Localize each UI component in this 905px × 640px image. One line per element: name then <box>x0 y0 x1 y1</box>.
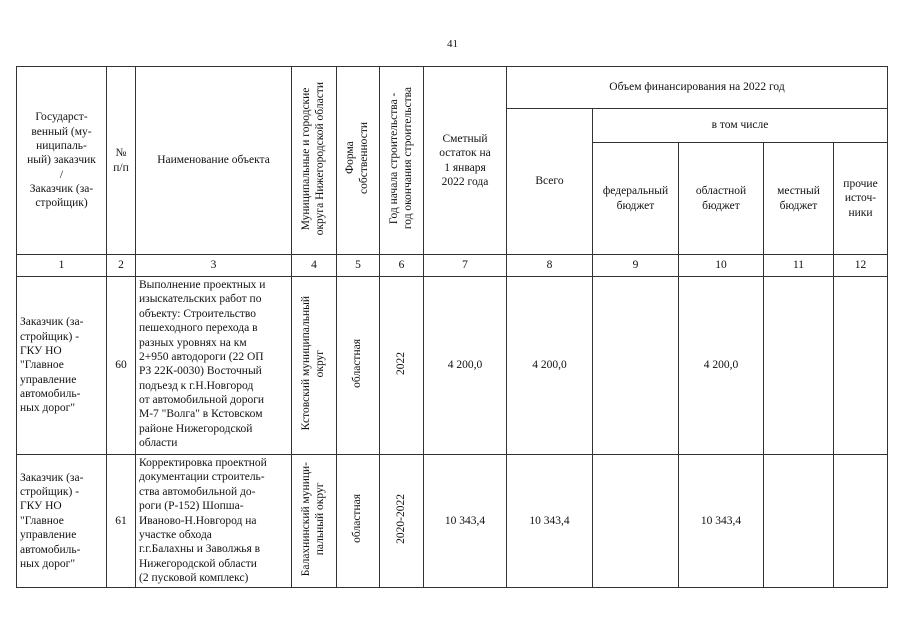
row-number: 61 <box>107 455 136 588</box>
header-number: № п/п <box>107 67 136 255</box>
row-local <box>764 455 834 588</box>
row-municipality <box>292 455 337 588</box>
column-number: 2 <box>107 255 136 277</box>
row-total: 10 343,4 <box>507 455 593 588</box>
row-years-text: 2020-2022 <box>394 493 407 544</box>
header-financing: Объем финансирования на 2022 год <box>507 67 888 109</box>
column-number: 3 <box>136 255 292 277</box>
column-number: 1 <box>17 255 107 277</box>
row-years <box>380 277 424 455</box>
row-object: Выполнение проектных и изыскательских работ по объекту: Строительство пешеходного перехода в разных уровнях на км 2+950 автодороги (22 ОП РЗ 22К-0030) Восточный подъезд к г.Н.Новгород от автомобильной дороги М-7 "Волга" в Кстовском районе Нижегородской области <box>136 277 292 455</box>
header-municipality <box>292 67 337 255</box>
header-federal: федеральный бюджет <box>593 143 679 255</box>
header-object-name: Наименование объекта <box>136 67 292 255</box>
row-municipality-text: Кстовский муниципальный округ <box>300 296 326 431</box>
row-number: 60 <box>107 277 136 455</box>
column-number: 4 <box>292 255 337 277</box>
row-estimate: 10 343,4 <box>424 455 507 588</box>
row-ownership-text: областная <box>351 338 364 388</box>
header-customer: Государст- венный (му- ниципаль- ный) заказчик / Заказчик (за- стройщик) <box>17 67 107 255</box>
column-number: 9 <box>593 255 679 277</box>
header-ownership-text: Форма собственности <box>344 122 370 195</box>
row-federal <box>593 455 679 588</box>
financing-table <box>16 66 888 588</box>
row-ownership <box>337 277 380 455</box>
column-number: 12 <box>834 255 888 277</box>
row-municipality-text: Балахнинский муници- пальный округ <box>300 461 326 576</box>
header-regional: областной бюджет <box>679 143 764 255</box>
row-regional: 4 200,0 <box>679 277 764 455</box>
row-federal <box>593 277 679 455</box>
column-number: 8 <box>507 255 593 277</box>
row-other <box>834 277 888 455</box>
row-municipality <box>292 277 337 455</box>
row-ownership-text: областная <box>351 494 364 544</box>
header-other: прочие источ- ники <box>834 143 888 255</box>
row-years-text: 2022 <box>394 351 407 375</box>
row-ownership <box>337 455 380 588</box>
column-number-row <box>17 255 888 277</box>
row-local <box>764 277 834 455</box>
header-total: Всего <box>507 109 593 255</box>
row-customer: Заказчик (за- стройщик) - ГКУ НО "Главное управление автомобиль- ных дорог" <box>17 455 107 588</box>
column-number: 6 <box>380 255 424 277</box>
table-row <box>17 455 888 588</box>
row-years <box>380 455 424 588</box>
row-estimate: 4 200,0 <box>424 277 507 455</box>
header-years-text: Год начала строительства - год окончания строительства <box>387 87 414 230</box>
row-total: 4 200,0 <box>507 277 593 455</box>
header-ownership <box>337 67 380 255</box>
header-local: местный бюджет <box>764 143 834 255</box>
header-municipality-text: Муниципальные и городские округа Нижегородской области <box>300 81 326 235</box>
header-years <box>380 67 424 255</box>
row-customer: Заказчик (за- стройщик) - ГКУ НО "Главное управление автомобиль- ных дорог" <box>17 277 107 455</box>
header-including: в том числе <box>593 109 888 143</box>
page-number: 41 <box>447 38 458 50</box>
row-object: Корректировка проектной документации строитель- ства автомобильной до- роги (Р-152) Шопша- Иваново-Н.Новгород на участке обхода г.г.Балахны и Заволжья в Нижегородской области (2 пусковой комплекс) <box>136 455 292 588</box>
table-row <box>17 277 888 455</box>
header-estimate: Сметный остаток на 1 января 2022 года <box>424 67 507 255</box>
column-number: 11 <box>764 255 834 277</box>
row-other <box>834 455 888 588</box>
row-regional: 10 343,4 <box>679 455 764 588</box>
column-number: 7 <box>424 255 507 277</box>
column-number: 5 <box>337 255 380 277</box>
column-number: 10 <box>679 255 764 277</box>
